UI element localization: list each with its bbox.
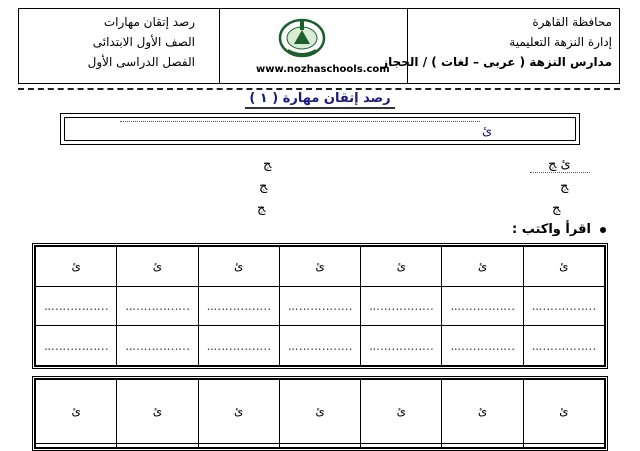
letters-row — [36, 380, 605, 444]
practice-left-2: ﺞ — [259, 179, 268, 194]
dotted-cell: …………….. — [36, 286, 117, 326]
letter-cell: ئ — [279, 247, 360, 287]
grade-name: الصف الأول الابتدائى — [92, 35, 195, 49]
empty-cell — [279, 443, 360, 447]
empty-cell — [442, 443, 523, 447]
dotted-cell: …………….. — [442, 326, 523, 366]
dotted-cell: …………….. — [523, 326, 604, 366]
practice-table-2 — [32, 376, 608, 451]
dotted-cell: …………….. — [117, 326, 198, 366]
dotted-cell: …………….. — [279, 286, 360, 326]
dotted-cell: …………….. — [117, 286, 198, 326]
letter-cell: ئ — [361, 380, 442, 444]
practice-right-1: ئ ﺞ — [548, 157, 571, 172]
writing-line — [120, 121, 480, 122]
writing-row — [36, 326, 605, 366]
letter-cell: ئ — [523, 380, 604, 444]
empty-cell — [36, 443, 117, 447]
page-title: رصد إتقان مهارة ( ١ ) — [245, 90, 395, 109]
writing-row — [36, 286, 605, 326]
dotted-cell: …………….. — [442, 286, 523, 326]
header-left-block — [88, 12, 195, 72]
dotted-cell: …………….. — [361, 326, 442, 366]
letter-cell: ئ — [36, 247, 117, 287]
bullet-icon — [600, 227, 606, 233]
governorate-name: محافظة القاهرة — [532, 15, 612, 29]
dotted-cell: …………….. — [36, 326, 117, 366]
dotted-cell: …………….. — [279, 326, 360, 366]
letter-cell: ئ — [117, 380, 198, 444]
letter-cell: ئ — [279, 380, 360, 444]
letter-cell: ئ — [442, 380, 523, 444]
writing-box — [60, 113, 580, 145]
letters-row — [36, 247, 605, 287]
dotted-cell: …………….. — [198, 326, 279, 366]
section-label: اقرأ واكتب : — [512, 222, 591, 237]
letter-cell: ئ — [117, 247, 198, 287]
header-divider-left — [219, 9, 220, 83]
practice-left-3: ﺞ — [257, 201, 266, 216]
practice-table-1 — [32, 243, 608, 369]
empty-cell — [361, 443, 442, 447]
school-name: مدارس النزهة ( عربى – لغات ) / الحجاز — [381, 55, 612, 69]
practice-left-1: ﺞ — [263, 157, 272, 172]
school-logo — [278, 14, 326, 58]
empty-cell — [523, 443, 604, 447]
practice-right-3: ﺞ — [552, 201, 561, 216]
letter-cell: ئ — [361, 247, 442, 287]
letter-cell: ئ — [442, 247, 523, 287]
letter-cell: ئ — [36, 380, 117, 444]
dotted-cell: …………….. — [361, 286, 442, 326]
administration-name: إدارة النزهة التعليمية — [509, 35, 612, 49]
dotted-cell: …………….. — [523, 286, 604, 326]
letter-cell: ئ — [198, 247, 279, 287]
practice-right-2: ﺞ — [560, 179, 569, 194]
practice-dotted-line — [530, 172, 590, 173]
empty-cell — [117, 443, 198, 447]
letter-cell: ئ — [198, 380, 279, 444]
report-title: رصد إتقان مهارات — [103, 15, 195, 29]
writing-row — [36, 443, 605, 447]
term-name: الفصل الدراسى الأول — [87, 55, 195, 69]
letter-cell: ئ — [523, 247, 604, 287]
header-right-block — [381, 12, 612, 72]
writing-box-letter: ئ — [482, 124, 493, 139]
empty-cell — [198, 443, 279, 447]
website-url: www.nozhaschools.com — [256, 64, 390, 75]
dotted-cell: …………….. — [198, 286, 279, 326]
